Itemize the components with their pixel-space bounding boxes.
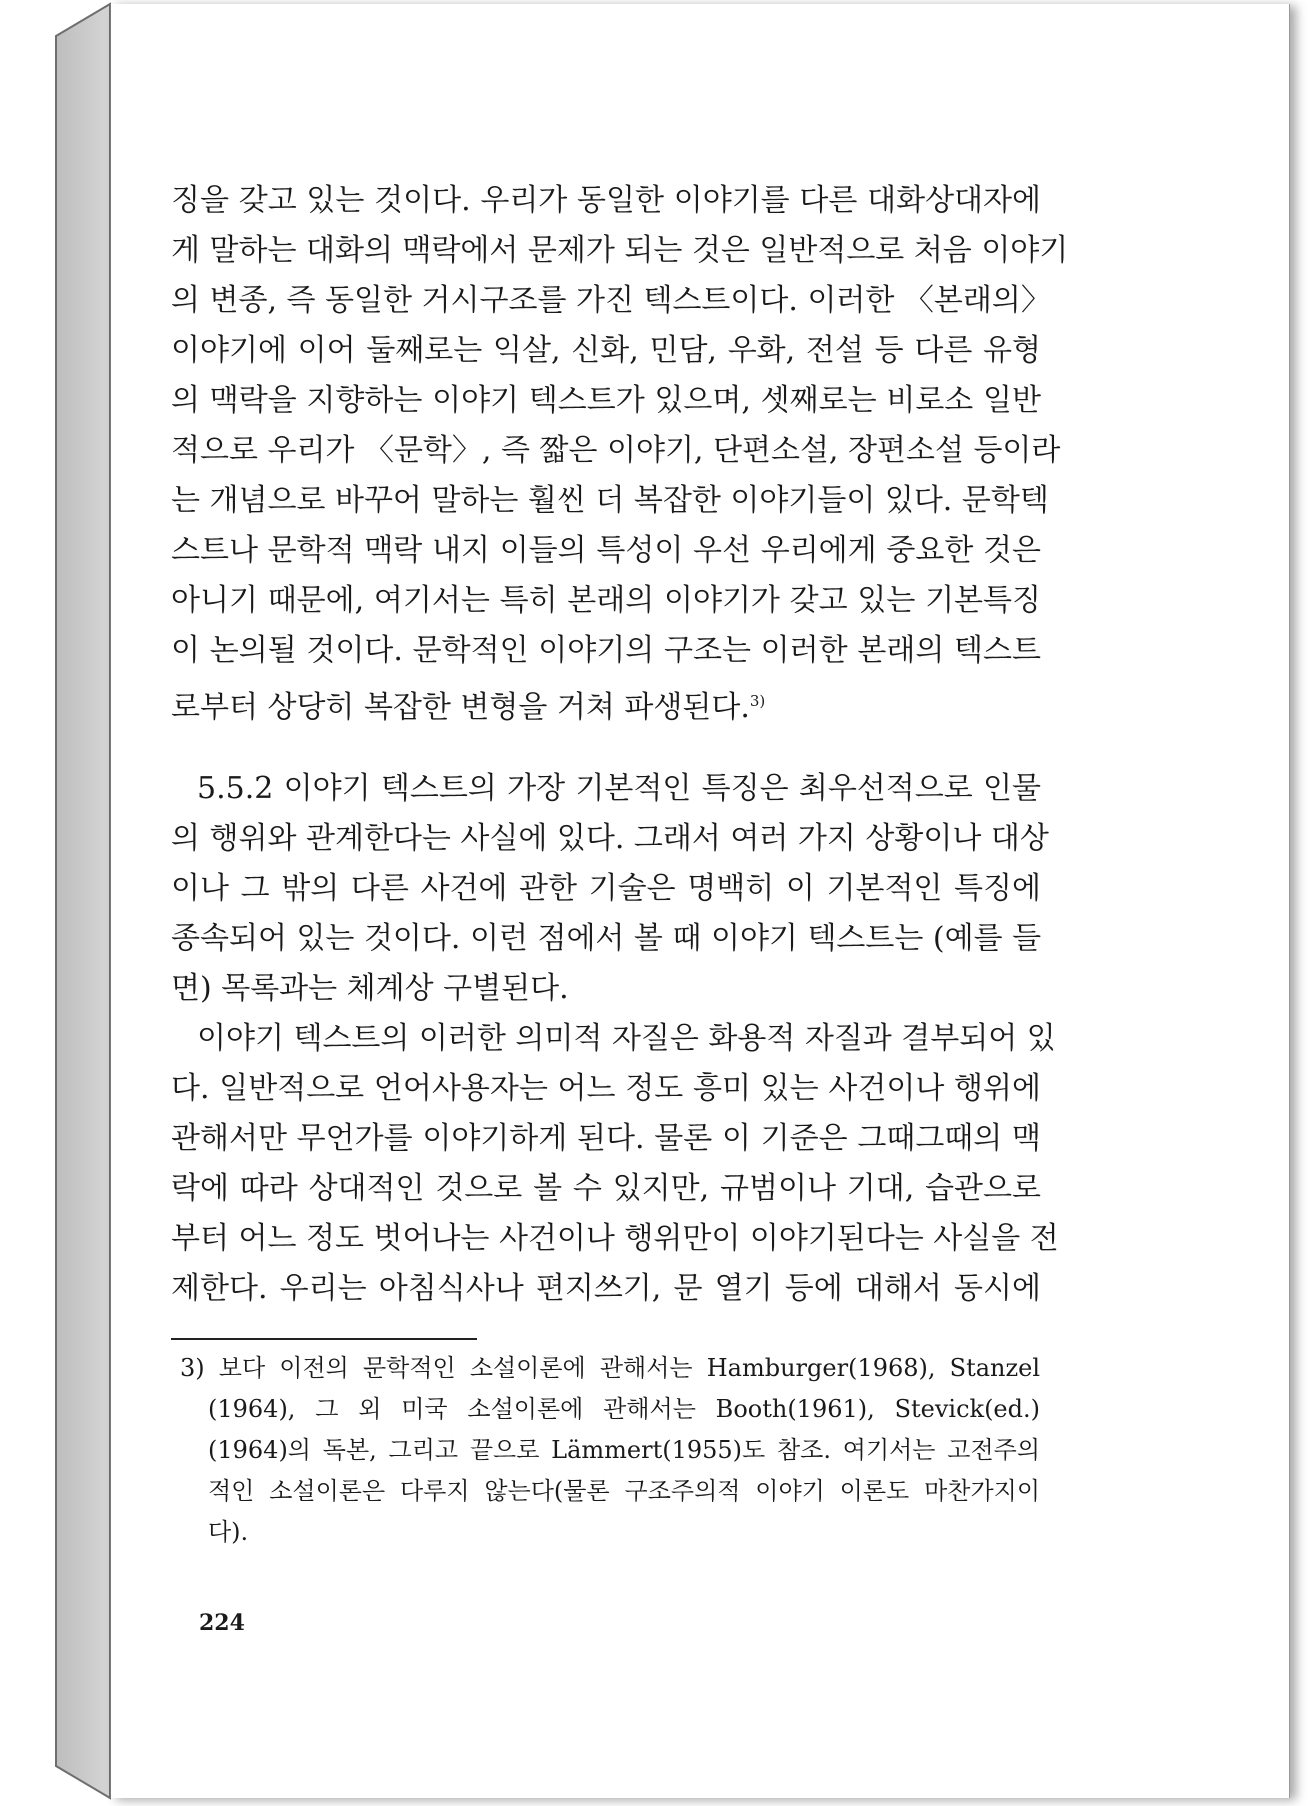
- text-line: 이야기에 이어 둘째로는 익살, 신화, 민담, 우화, 전설 등 다른 유형: [171, 333, 1041, 368]
- footnote-line: 3) 보다 이전의 문학적인 소설이론에 관해서는 Hamburger(1968), Stanzel: [180, 1354, 1040, 1382]
- text-line: 제한다. 우리는 아침식사나 편지쓰기, 문 열기 등에 대해서 동시에: [171, 1271, 1041, 1306]
- text-line: 는 개념으로 바꾸어 말하는 훨씬 더 복잡한 이야기들이 있다. 문학텍: [171, 483, 1049, 518]
- text-line: 이야기 텍스트의 이러한 의미적 자질은 화용적 자질과 결부되어 있: [197, 1021, 1056, 1056]
- footnote-line: (1964)의 독본, 그리고 끝으로 Lämmert(1955)도 참조. 여기서는 고전주의: [208, 1436, 1040, 1464]
- footnote-line: (1964), 그 외 미국 소설이론에 관해서는 Booth(1961), Stevick(ed.): [208, 1395, 1040, 1423]
- text-line: 다. 일반적으로 언어사용자는 어느 정도 흥미 있는 사건이나 행위에: [171, 1071, 1041, 1106]
- text-line-content: 로부터 상당히 복잡한 변형을 거쳐 파생된다.: [171, 690, 750, 725]
- text-line: 의 변종, 즉 동일한 거시구조를 가진 텍스트이다. 이러한 〈본래의〉: [171, 283, 1051, 318]
- text-line: 스트나 문학적 맥락 내지 이들의 특성이 우선 우리에게 중요한 것은: [171, 533, 1041, 568]
- text-line: 락에 따라 상대적인 것으로 볼 수 있지만, 규범이나 기대, 습관으로: [171, 1171, 1041, 1206]
- text-line: 적으로 우리가 〈문학〉, 즉 짧은 이야기, 단편소설, 장편소설 등이라: [171, 433, 1061, 468]
- text-line: 이 논의될 것이다. 문학적인 이야기의 구조는 이러한 본래의 텍스트: [171, 633, 1041, 668]
- paragraph-gap: [171, 726, 1041, 764]
- text-line: 면) 목록과는 체계상 구별된다.: [171, 971, 569, 1006]
- page-number: 224: [199, 1610, 245, 1636]
- footnote-reference[interactable]: 3): [749, 692, 766, 710]
- text-line: 관해서만 무언가를 이야기하게 된다. 물론 이 기준은 그때그때의 맥: [171, 1121, 1041, 1156]
- text-line: [171, 676, 1041, 726]
- text-line: 게 말하는 대화의 맥락에서 문제가 되는 것은 일반적으로 처음 이야기: [171, 233, 1069, 268]
- text-line: 의 맥락을 지향하는 이야기 텍스트가 있으며, 셋째로는 비로소 일반: [171, 383, 1041, 418]
- section-heading-line: 5.5.2 이야기 텍스트의 가장 기본적인 특징은 최우선적으로 인물: [197, 771, 1041, 806]
- footnotes: [180, 1348, 1040, 1553]
- text-line: 징을 갖고 있는 것이다. 우리가 동일한 이야기를 다른 대화상대자에: [171, 183, 1041, 218]
- footnote-line: 적인 소설이론은 다루지 않는다(물론 구조주의적 이야기 이론도 마찬가지이: [208, 1477, 1040, 1505]
- footnote-divider: [171, 1338, 477, 1340]
- footnote-line: 다).: [208, 1518, 249, 1546]
- text-line: 종속되어 있는 것이다. 이런 점에서 볼 때 이야기 텍스트는 (예를 들: [171, 921, 1042, 956]
- body-text: [171, 176, 1069, 1314]
- text-line: 의 행위와 관계한다는 사실에 있다. 그래서 여러 가지 상황이나 대상: [171, 821, 1049, 856]
- text-line: 이나 그 밖의 다른 사건에 관한 기술은 명백히 이 기본적인 특징에: [171, 871, 1041, 906]
- text-line: 부터 어느 정도 벗어나는 사건이나 행위만이 이야기된다는 사실을 전: [171, 1221, 1059, 1256]
- text-line: 아니기 때문에, 여기서는 특히 본래의 이야기가 갖고 있는 기본특징: [171, 583, 1041, 618]
